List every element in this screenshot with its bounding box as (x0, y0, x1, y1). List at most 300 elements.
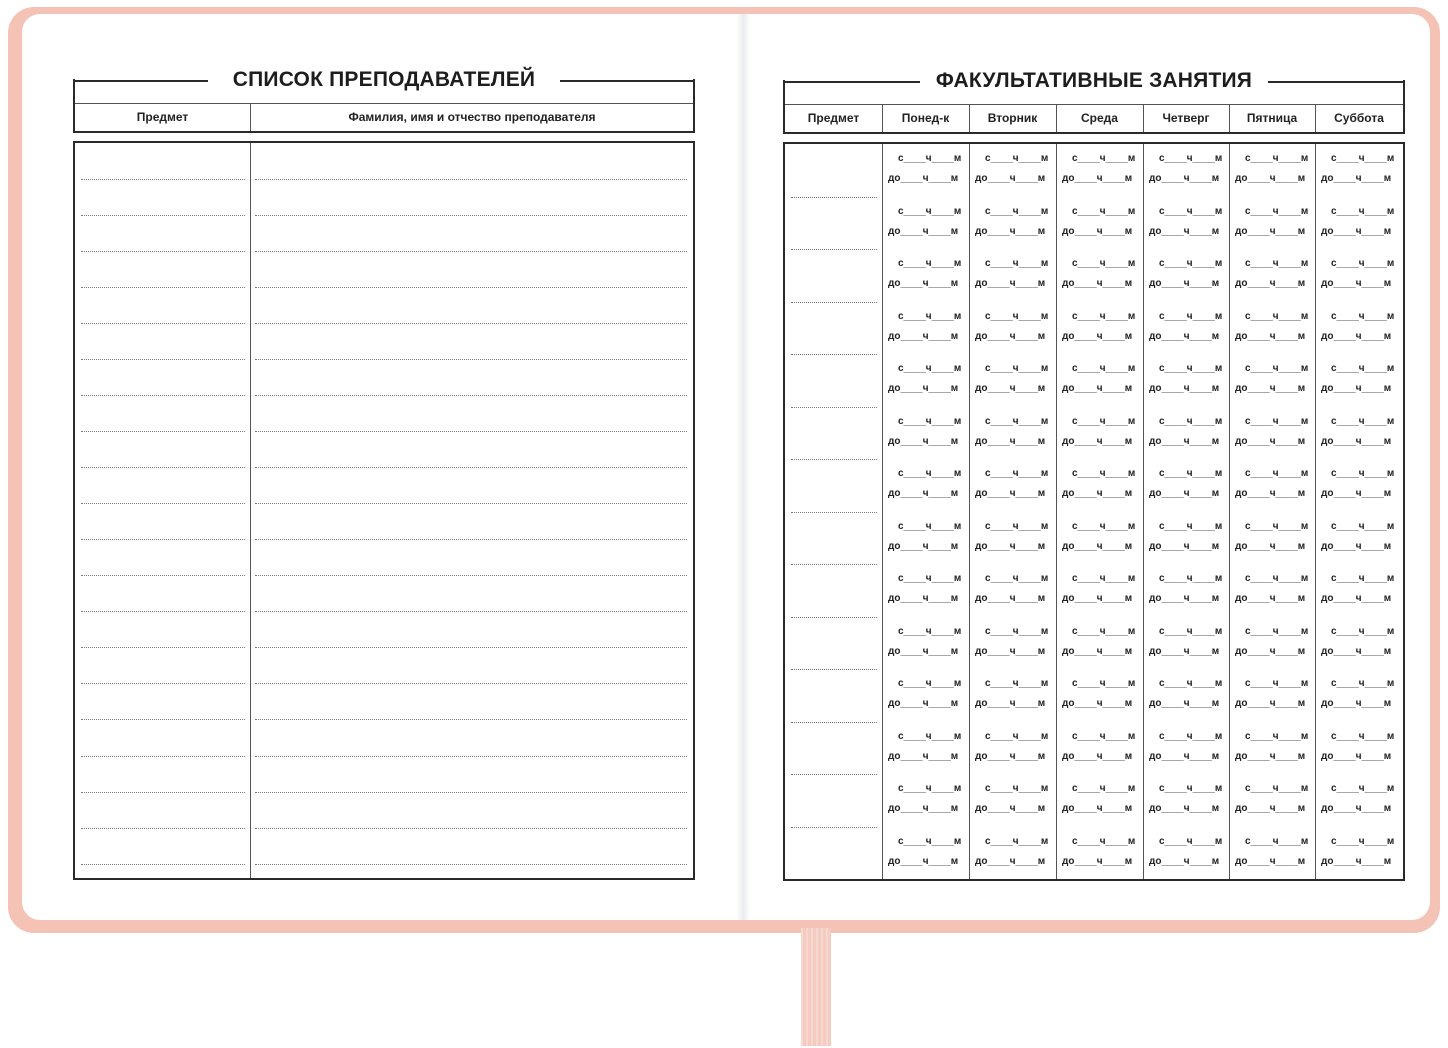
time-from-field[interactable]: с____ч____м (898, 836, 962, 847)
time-slot-thursday[interactable] (1149, 206, 1222, 238)
time-slot-friday[interactable] (1235, 416, 1308, 448)
teacher-write-line[interactable] (255, 359, 687, 360)
teacher-write-line[interactable] (255, 467, 687, 468)
time-slot-saturday[interactable] (1321, 626, 1394, 658)
time-slot-monday[interactable] (888, 521, 961, 553)
time-from-field[interactable]: с____ч____м (1159, 783, 1223, 794)
time-to-field[interactable]: до____ч____м (1149, 856, 1220, 867)
teacher-write-line[interactable] (255, 179, 687, 180)
elective-subject-write-line[interactable] (791, 774, 877, 775)
time-slot-wednesday[interactable] (1062, 678, 1135, 710)
time-to-field[interactable]: до____ч____м (1321, 173, 1392, 184)
time-slot-saturday[interactable] (1321, 153, 1394, 185)
time-from-field[interactable]: с____ч____м (1159, 153, 1223, 164)
time-from-field[interactable]: с____ч____м (898, 678, 962, 689)
time-slot-tuesday[interactable] (975, 678, 1048, 710)
teacher-write-line[interactable] (255, 251, 687, 252)
time-slot-tuesday[interactable] (975, 363, 1048, 395)
time-to-field[interactable]: до____ч____м (1235, 856, 1306, 867)
time-from-field[interactable]: с____ч____м (1331, 521, 1395, 532)
time-to-field[interactable]: до____ч____м (975, 856, 1046, 867)
teacher-write-line[interactable] (255, 792, 687, 793)
time-from-field[interactable]: с____ч____м (1072, 783, 1136, 794)
elective-subject-write-line[interactable] (791, 722, 877, 723)
time-to-field[interactable]: до____ч____м (1062, 226, 1133, 237)
time-slot-thursday[interactable] (1149, 363, 1222, 395)
time-slot-friday[interactable] (1235, 731, 1308, 763)
time-slot-tuesday[interactable] (975, 573, 1048, 605)
time-slot-thursday[interactable] (1149, 573, 1222, 605)
time-slot-wednesday[interactable] (1062, 468, 1135, 500)
time-slot-saturday[interactable] (1321, 783, 1394, 815)
time-to-field[interactable]: до____ч____м (888, 436, 959, 447)
time-to-field[interactable]: до____ч____м (1321, 541, 1392, 552)
time-slot-thursday[interactable] (1149, 468, 1222, 500)
subject-write-line[interactable] (81, 395, 245, 396)
teacher-write-line[interactable] (255, 828, 687, 829)
time-to-field[interactable]: до____ч____м (1235, 803, 1306, 814)
time-slot-friday[interactable] (1235, 783, 1308, 815)
time-from-field[interactable]: с____ч____м (985, 153, 1049, 164)
time-from-field[interactable]: с____ч____м (985, 258, 1049, 269)
time-to-field[interactable]: до____ч____м (1062, 541, 1133, 552)
time-from-field[interactable]: с____ч____м (1331, 206, 1395, 217)
time-slot-wednesday[interactable] (1062, 626, 1135, 658)
elective-subject-write-line[interactable] (791, 197, 877, 198)
time-from-field[interactable]: с____ч____м (1245, 626, 1309, 637)
time-from-field[interactable]: с____ч____м (985, 416, 1049, 427)
time-from-field[interactable]: с____ч____м (1159, 416, 1223, 427)
time-from-field[interactable]: с____ч____м (898, 206, 962, 217)
time-to-field[interactable]: до____ч____м (975, 383, 1046, 394)
time-slot-tuesday[interactable] (975, 731, 1048, 763)
time-slot-thursday[interactable] (1149, 258, 1222, 290)
time-slot-saturday[interactable] (1321, 678, 1394, 710)
time-to-field[interactable]: до____ч____м (888, 593, 959, 604)
time-from-field[interactable]: с____ч____м (1245, 153, 1309, 164)
time-slot-thursday[interactable] (1149, 626, 1222, 658)
elective-subject-write-line[interactable] (791, 354, 877, 355)
time-from-field[interactable]: с____ч____м (1245, 731, 1309, 742)
time-from-field[interactable]: с____ч____м (1331, 678, 1395, 689)
time-slot-friday[interactable] (1235, 311, 1308, 343)
time-to-field[interactable]: до____ч____м (1149, 698, 1220, 709)
time-slot-saturday[interactable] (1321, 521, 1394, 553)
subject-write-line[interactable] (81, 719, 245, 720)
teacher-write-line[interactable] (255, 719, 687, 720)
time-slot-thursday[interactable] (1149, 836, 1222, 868)
time-slot-saturday[interactable] (1321, 468, 1394, 500)
time-slot-wednesday[interactable] (1062, 206, 1135, 238)
elective-subject-write-line[interactable] (791, 459, 877, 460)
time-to-field[interactable]: до____ч____м (1149, 541, 1220, 552)
time-to-field[interactable]: до____ч____м (975, 436, 1046, 447)
time-to-field[interactable]: до____ч____м (1235, 593, 1306, 604)
time-slot-tuesday[interactable] (975, 153, 1048, 185)
teacher-write-line[interactable] (255, 756, 687, 757)
elective-subject-write-line[interactable] (791, 669, 877, 670)
time-from-field[interactable]: с____ч____м (1331, 468, 1395, 479)
time-to-field[interactable]: до____ч____м (1235, 488, 1306, 499)
time-to-field[interactable]: до____ч____м (1062, 803, 1133, 814)
time-to-field[interactable]: до____ч____м (1062, 278, 1133, 289)
elective-subject-write-line[interactable] (791, 407, 877, 408)
time-to-field[interactable]: до____ч____м (1235, 226, 1306, 237)
time-to-field[interactable]: до____ч____м (1062, 698, 1133, 709)
time-from-field[interactable]: с____ч____м (1159, 678, 1223, 689)
time-to-field[interactable]: до____ч____м (1235, 331, 1306, 342)
time-slot-monday[interactable] (888, 626, 961, 658)
time-to-field[interactable]: до____ч____м (1321, 436, 1392, 447)
time-from-field[interactable]: с____ч____м (898, 311, 962, 322)
time-to-field[interactable]: до____ч____м (1235, 278, 1306, 289)
time-from-field[interactable]: с____ч____м (1331, 416, 1395, 427)
time-from-field[interactable]: с____ч____м (1072, 836, 1136, 847)
time-slot-thursday[interactable] (1149, 153, 1222, 185)
time-from-field[interactable]: с____ч____м (898, 363, 962, 374)
teacher-write-line[interactable] (255, 323, 687, 324)
time-slot-wednesday[interactable] (1062, 416, 1135, 448)
time-slot-tuesday[interactable] (975, 468, 1048, 500)
time-to-field[interactable]: до____ч____м (888, 646, 959, 657)
time-to-field[interactable]: до____ч____м (1149, 278, 1220, 289)
teacher-write-line[interactable] (255, 431, 687, 432)
teacher-write-line[interactable] (255, 864, 687, 865)
time-to-field[interactable]: до____ч____м (888, 331, 959, 342)
subject-write-line[interactable] (81, 431, 245, 432)
time-from-field[interactable]: с____ч____м (898, 731, 962, 742)
time-from-field[interactable]: с____ч____м (1072, 258, 1136, 269)
time-from-field[interactable]: с____ч____м (985, 206, 1049, 217)
time-to-field[interactable]: до____ч____м (1149, 226, 1220, 237)
subject-write-line[interactable] (81, 647, 245, 648)
time-from-field[interactable]: с____ч____м (985, 731, 1049, 742)
time-slot-tuesday[interactable] (975, 416, 1048, 448)
time-from-field[interactable]: с____ч____м (898, 573, 962, 584)
time-from-field[interactable]: с____ч____м (1072, 731, 1136, 742)
time-slot-tuesday[interactable] (975, 258, 1048, 290)
time-slot-wednesday[interactable] (1062, 311, 1135, 343)
time-from-field[interactable]: с____ч____м (1159, 521, 1223, 532)
teacher-write-line[interactable] (255, 683, 687, 684)
subject-write-line[interactable] (81, 179, 245, 180)
time-from-field[interactable]: с____ч____м (1245, 678, 1309, 689)
subject-write-line[interactable] (81, 251, 245, 252)
time-to-field[interactable]: до____ч____м (975, 331, 1046, 342)
time-from-field[interactable]: с____ч____м (898, 153, 962, 164)
subject-write-line[interactable] (81, 503, 245, 504)
time-to-field[interactable]: до____ч____м (975, 541, 1046, 552)
time-from-field[interactable]: с____ч____м (985, 626, 1049, 637)
time-slot-monday[interactable] (888, 206, 961, 238)
teacher-write-line[interactable] (255, 215, 687, 216)
time-slot-saturday[interactable] (1321, 731, 1394, 763)
subject-write-line[interactable] (81, 539, 245, 540)
time-slot-saturday[interactable] (1321, 416, 1394, 448)
time-slot-monday[interactable] (888, 258, 961, 290)
time-slot-thursday[interactable] (1149, 521, 1222, 553)
time-to-field[interactable]: до____ч____м (1321, 646, 1392, 657)
time-slot-friday[interactable] (1235, 626, 1308, 658)
time-to-field[interactable]: до____ч____м (1235, 173, 1306, 184)
time-to-field[interactable]: до____ч____м (1235, 698, 1306, 709)
time-from-field[interactable]: с____ч____м (898, 416, 962, 427)
time-from-field[interactable]: с____ч____м (1159, 468, 1223, 479)
time-from-field[interactable]: с____ч____м (1245, 311, 1309, 322)
time-slot-thursday[interactable] (1149, 416, 1222, 448)
time-to-field[interactable]: до____ч____м (1321, 383, 1392, 394)
teacher-write-line[interactable] (255, 539, 687, 540)
time-from-field[interactable]: с____ч____м (1159, 626, 1223, 637)
time-slot-saturday[interactable] (1321, 258, 1394, 290)
time-to-field[interactable]: до____ч____м (975, 803, 1046, 814)
time-to-field[interactable]: до____ч____м (888, 173, 959, 184)
time-from-field[interactable]: с____ч____м (1245, 783, 1309, 794)
time-from-field[interactable]: с____ч____м (985, 836, 1049, 847)
time-to-field[interactable]: до____ч____м (1062, 488, 1133, 499)
subject-write-line[interactable] (81, 864, 245, 865)
time-slot-friday[interactable] (1235, 521, 1308, 553)
time-slot-tuesday[interactable] (975, 836, 1048, 868)
time-slot-thursday[interactable] (1149, 731, 1222, 763)
elective-subject-write-line[interactable] (791, 302, 877, 303)
time-to-field[interactable]: до____ч____м (888, 278, 959, 289)
time-to-field[interactable]: до____ч____м (1149, 751, 1220, 762)
teacher-write-line[interactable] (255, 611, 687, 612)
time-from-field[interactable]: с____ч____м (1245, 521, 1309, 532)
time-to-field[interactable]: до____ч____м (975, 278, 1046, 289)
teacher-write-line[interactable] (255, 575, 687, 576)
time-to-field[interactable]: до____ч____м (975, 226, 1046, 237)
time-slot-monday[interactable] (888, 416, 961, 448)
time-slot-friday[interactable] (1235, 836, 1308, 868)
time-slot-tuesday[interactable] (975, 311, 1048, 343)
time-to-field[interactable]: до____ч____м (1149, 488, 1220, 499)
time-slot-monday[interactable] (888, 678, 961, 710)
time-from-field[interactable]: с____ч____м (985, 363, 1049, 374)
time-from-field[interactable]: с____ч____м (1245, 206, 1309, 217)
elective-subject-write-line[interactable] (791, 564, 877, 565)
time-slot-saturday[interactable] (1321, 573, 1394, 605)
time-from-field[interactable]: с____ч____м (1072, 626, 1136, 637)
time-from-field[interactable]: с____ч____м (1072, 468, 1136, 479)
subject-write-line[interactable] (81, 611, 245, 612)
time-slot-wednesday[interactable] (1062, 783, 1135, 815)
time-to-field[interactable]: до____ч____м (1149, 383, 1220, 394)
time-slot-friday[interactable] (1235, 363, 1308, 395)
time-slot-saturday[interactable] (1321, 206, 1394, 238)
time-to-field[interactable]: до____ч____м (1321, 593, 1392, 604)
time-from-field[interactable]: с____ч____м (1072, 206, 1136, 217)
time-from-field[interactable]: с____ч____м (1245, 836, 1309, 847)
time-slot-tuesday[interactable] (975, 521, 1048, 553)
elective-subject-write-line[interactable] (791, 249, 877, 250)
time-to-field[interactable]: до____ч____м (1062, 436, 1133, 447)
time-to-field[interactable]: до____ч____м (1321, 751, 1392, 762)
time-to-field[interactable]: до____ч____м (1149, 803, 1220, 814)
time-to-field[interactable]: до____ч____м (1149, 331, 1220, 342)
time-slot-friday[interactable] (1235, 468, 1308, 500)
time-slot-monday[interactable] (888, 731, 961, 763)
time-to-field[interactable]: до____ч____м (975, 646, 1046, 657)
time-to-field[interactable]: до____ч____м (1321, 698, 1392, 709)
time-to-field[interactable]: до____ч____м (1149, 593, 1220, 604)
time-from-field[interactable]: с____ч____м (1159, 258, 1223, 269)
time-to-field[interactable]: до____ч____м (1235, 541, 1306, 552)
time-to-field[interactable]: до____ч____м (1062, 173, 1133, 184)
time-from-field[interactable]: с____ч____м (898, 258, 962, 269)
time-from-field[interactable]: с____ч____м (1245, 363, 1309, 374)
time-slot-saturday[interactable] (1321, 836, 1394, 868)
time-slot-tuesday[interactable] (975, 626, 1048, 658)
subject-write-line[interactable] (81, 575, 245, 576)
time-to-field[interactable]: до____ч____м (888, 856, 959, 867)
time-from-field[interactable]: с____ч____м (1072, 311, 1136, 322)
time-slot-friday[interactable] (1235, 573, 1308, 605)
subject-write-line[interactable] (81, 323, 245, 324)
time-to-field[interactable]: до____ч____м (975, 698, 1046, 709)
time-to-field[interactable]: до____ч____м (888, 803, 959, 814)
time-from-field[interactable]: с____ч____м (1072, 416, 1136, 427)
time-to-field[interactable]: до____ч____м (1062, 646, 1133, 657)
time-slot-wednesday[interactable] (1062, 521, 1135, 553)
time-slot-thursday[interactable] (1149, 311, 1222, 343)
time-to-field[interactable]: до____ч____м (1235, 751, 1306, 762)
time-to-field[interactable]: до____ч____м (888, 541, 959, 552)
time-from-field[interactable]: с____ч____м (1331, 783, 1395, 794)
time-from-field[interactable]: с____ч____м (985, 573, 1049, 584)
subject-write-line[interactable] (81, 467, 245, 468)
time-from-field[interactable]: с____ч____м (1331, 573, 1395, 584)
time-to-field[interactable]: до____ч____м (888, 226, 959, 237)
time-from-field[interactable]: с____ч____м (898, 626, 962, 637)
time-from-field[interactable]: с____ч____м (1331, 836, 1395, 847)
time-to-field[interactable]: до____ч____м (1062, 331, 1133, 342)
time-to-field[interactable]: до____ч____м (1235, 383, 1306, 394)
time-from-field[interactable]: с____ч____м (1245, 573, 1309, 584)
time-to-field[interactable]: до____ч____м (888, 383, 959, 394)
time-to-field[interactable]: до____ч____м (1235, 646, 1306, 657)
time-from-field[interactable]: с____ч____м (1159, 206, 1223, 217)
subject-write-line[interactable] (81, 683, 245, 684)
bookmark-ribbon[interactable] (801, 928, 831, 1046)
time-from-field[interactable]: с____ч____м (1159, 731, 1223, 742)
time-from-field[interactable]: с____ч____м (985, 783, 1049, 794)
time-from-field[interactable]: с____ч____м (1072, 363, 1136, 374)
time-slot-monday[interactable] (888, 468, 961, 500)
time-slot-saturday[interactable] (1321, 363, 1394, 395)
time-slot-friday[interactable] (1235, 153, 1308, 185)
time-from-field[interactable]: с____ч____м (1331, 311, 1395, 322)
subject-write-line[interactable] (81, 756, 245, 757)
time-to-field[interactable]: до____ч____м (1321, 803, 1392, 814)
teacher-write-line[interactable] (255, 395, 687, 396)
time-from-field[interactable]: с____ч____м (1159, 363, 1223, 374)
time-slot-thursday[interactable] (1149, 783, 1222, 815)
time-to-field[interactable]: до____ч____м (1321, 226, 1392, 237)
time-slot-wednesday[interactable] (1062, 836, 1135, 868)
time-to-field[interactable]: до____ч____м (1149, 173, 1220, 184)
teacher-write-line[interactable] (255, 287, 687, 288)
time-slot-monday[interactable] (888, 783, 961, 815)
time-from-field[interactable]: с____ч____м (985, 311, 1049, 322)
time-from-field[interactable]: с____ч____м (985, 468, 1049, 479)
time-slot-wednesday[interactable] (1062, 153, 1135, 185)
time-slot-monday[interactable] (888, 311, 961, 343)
time-slot-wednesday[interactable] (1062, 573, 1135, 605)
time-from-field[interactable]: с____ч____м (1245, 468, 1309, 479)
subject-write-line[interactable] (81, 215, 245, 216)
time-from-field[interactable]: с____ч____м (1072, 153, 1136, 164)
time-to-field[interactable]: до____ч____м (1321, 856, 1392, 867)
elective-subject-write-line[interactable] (791, 827, 877, 828)
time-slot-wednesday[interactable] (1062, 363, 1135, 395)
time-from-field[interactable]: с____ч____м (1331, 731, 1395, 742)
subject-write-line[interactable] (81, 287, 245, 288)
time-from-field[interactable]: с____ч____м (898, 783, 962, 794)
time-slot-friday[interactable] (1235, 258, 1308, 290)
time-slot-saturday[interactable] (1321, 311, 1394, 343)
time-slot-monday[interactable] (888, 836, 961, 868)
time-to-field[interactable]: до____ч____м (1321, 278, 1392, 289)
time-from-field[interactable]: с____ч____м (1159, 573, 1223, 584)
time-to-field[interactable]: до____ч____м (888, 698, 959, 709)
time-to-field[interactable]: до____ч____м (1062, 593, 1133, 604)
time-to-field[interactable]: до____ч____м (1062, 383, 1133, 394)
time-from-field[interactable]: с____ч____м (1331, 153, 1395, 164)
time-slot-thursday[interactable] (1149, 678, 1222, 710)
time-to-field[interactable]: до____ч____м (1235, 436, 1306, 447)
time-from-field[interactable]: с____ч____м (1072, 678, 1136, 689)
time-to-field[interactable]: до____ч____м (975, 751, 1046, 762)
time-from-field[interactable]: с____ч____м (1159, 311, 1223, 322)
time-to-field[interactable]: до____ч____м (1321, 488, 1392, 499)
subject-write-line[interactable] (81, 792, 245, 793)
time-to-field[interactable]: до____ч____м (1062, 751, 1133, 762)
time-slot-friday[interactable] (1235, 206, 1308, 238)
subject-write-line[interactable] (81, 828, 245, 829)
time-to-field[interactable]: до____ч____м (1149, 436, 1220, 447)
time-from-field[interactable]: с____ч____м (898, 521, 962, 532)
time-slot-monday[interactable] (888, 153, 961, 185)
time-slot-tuesday[interactable] (975, 783, 1048, 815)
time-from-field[interactable]: с____ч____м (1159, 836, 1223, 847)
time-from-field[interactable]: с____ч____м (1245, 416, 1309, 427)
time-to-field[interactable]: до____ч____м (888, 488, 959, 499)
time-from-field[interactable]: с____ч____м (898, 468, 962, 479)
time-slot-monday[interactable] (888, 363, 961, 395)
time-slot-monday[interactable] (888, 573, 961, 605)
time-to-field[interactable]: до____ч____м (1321, 331, 1392, 342)
time-to-field[interactable]: до____ч____м (975, 173, 1046, 184)
teacher-write-line[interactable] (255, 647, 687, 648)
time-to-field[interactable]: до____ч____м (888, 751, 959, 762)
time-to-field[interactable]: до____ч____м (975, 593, 1046, 604)
time-from-field[interactable]: с____ч____м (1245, 258, 1309, 269)
time-from-field[interactable]: с____ч____м (1331, 258, 1395, 269)
time-from-field[interactable]: с____ч____м (1331, 363, 1395, 374)
elective-subject-write-line[interactable] (791, 512, 877, 513)
time-from-field[interactable]: с____ч____м (985, 521, 1049, 532)
time-from-field[interactable]: с____ч____м (1072, 521, 1136, 532)
teachers-table-body[interactable] (73, 141, 695, 880)
subject-write-line[interactable] (81, 359, 245, 360)
time-slot-tuesday[interactable] (975, 206, 1048, 238)
teacher-write-line[interactable] (255, 503, 687, 504)
time-slot-wednesday[interactable] (1062, 731, 1135, 763)
time-to-field[interactable]: до____ч____м (975, 488, 1046, 499)
time-slot-wednesday[interactable] (1062, 258, 1135, 290)
